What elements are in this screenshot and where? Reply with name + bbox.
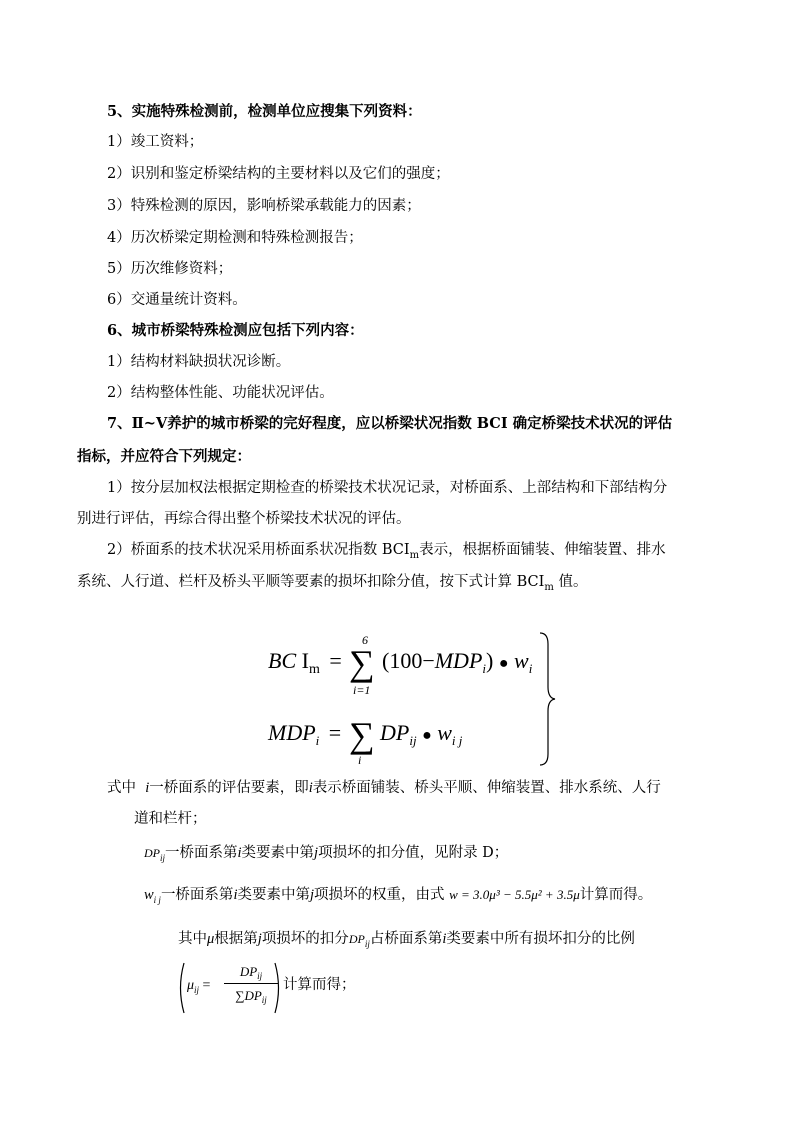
paragraph-1-cont: 别进行评估，再综合得出整个桥梁技术状况的评估。	[77, 511, 411, 527]
list-item: 4）历次桥梁定期检测和特殊检测报告；	[107, 230, 363, 246]
where-i-line-cont: 道和栏杆；	[134, 811, 207, 827]
list-item: 2）识别和鉴定桥梁结构的主要材料以及它们的强度；	[107, 166, 450, 182]
list-item: 3）特殊检测的原因，影响桥梁承载能力的因素；	[107, 198, 421, 214]
list-item: 1）结构材料缺损状况诊断。	[107, 354, 291, 370]
where-i-line: 式中 i一桥面系的评估要素，即i表示桥面铺装、桥头平顺、伸缩装置、排水系统、人行	[107, 780, 661, 796]
sum-lower: i=1	[353, 683, 371, 697]
sigma-symbol: ∑	[349, 643, 375, 683]
section-6-heading: 6、城市桥梁特殊检测应包括下列内容：	[107, 322, 364, 339]
sum-upper: 6	[362, 633, 368, 647]
list-item: 6）交通量统计资料。	[107, 292, 247, 308]
paragraph-1: 1）按分层加权法根据定期检查的桥梁技术状况记录，对桥面系、上部结构和下部结构分	[107, 480, 668, 496]
where-dp-line: $DP_{ij}$一桥面系第i类要素中第j项损坏的扣分值，见附录 D；	[144, 845, 509, 863]
formula-mdp-lhs: $MDP_i$ =	[268, 720, 342, 748]
right-paren	[273, 962, 283, 1014]
paragraph-2-cont: 系统、人行道、栏杆及桥头平顺等要素的损坏扣除分值，按下式计算 $BCI_m$ 值。	[77, 574, 588, 593]
right-brace	[538, 632, 558, 766]
list-item: 5）历次维修资料；	[107, 261, 233, 277]
list-item: 2）结构整体性能、功能状况评估。	[107, 385, 334, 401]
formula-bci-rhs: $(100-MDP_i)$ ● $w_i$	[382, 648, 533, 676]
fraction-bar	[224, 983, 278, 984]
section-5-heading: 5、实施特殊检测前，检测单位应搜集下列资料：	[107, 103, 422, 120]
sigma-symbol: ∑	[349, 715, 375, 755]
where-mu-line: 其中μ根据第j项损坏的扣分$DP_{ij}$占桥面系第i类要素中所有损坏扣分的比例	[178, 931, 635, 949]
formula-mdp-rhs: $DP_{ij}$ ● $w_{i j}$	[380, 720, 463, 748]
paragraph-2: 2）桥面系的技术状况采用桥面系状况指数 $BCI_m$表示，根据桥面铺装、伸缩装置、排水	[107, 542, 666, 561]
mu-lhs: $\mu_{ij}$ =	[187, 978, 211, 995]
formula-bci-lhs: BC $I_m$ =	[268, 648, 342, 677]
section-7-heading-cont: 指标，并应符合下列规定：	[77, 448, 251, 465]
mu-numerator: $DP_{ij}$	[239, 964, 263, 981]
left-paren	[176, 962, 186, 1014]
where-w-line: $w_{i j}$一桥面系第i类要素中第j项损坏的权重，由式 w = 3.0μ³ − 5.5μ² + 3.5μ计算而得。	[144, 887, 653, 905]
list-item: 1）竣工资料；	[107, 134, 204, 150]
mu-denominator: $\sum DP_{ij}$	[235, 988, 267, 1005]
section-7-heading: 7、Ⅱ~Ⅴ养护的城市桥梁的完好程度，应以桥梁状况指数 BCI 确定桥梁技术状况的评估	[107, 415, 673, 432]
mu-tail: 计算而得；	[283, 977, 356, 993]
sum-lower: i	[358, 753, 362, 767]
